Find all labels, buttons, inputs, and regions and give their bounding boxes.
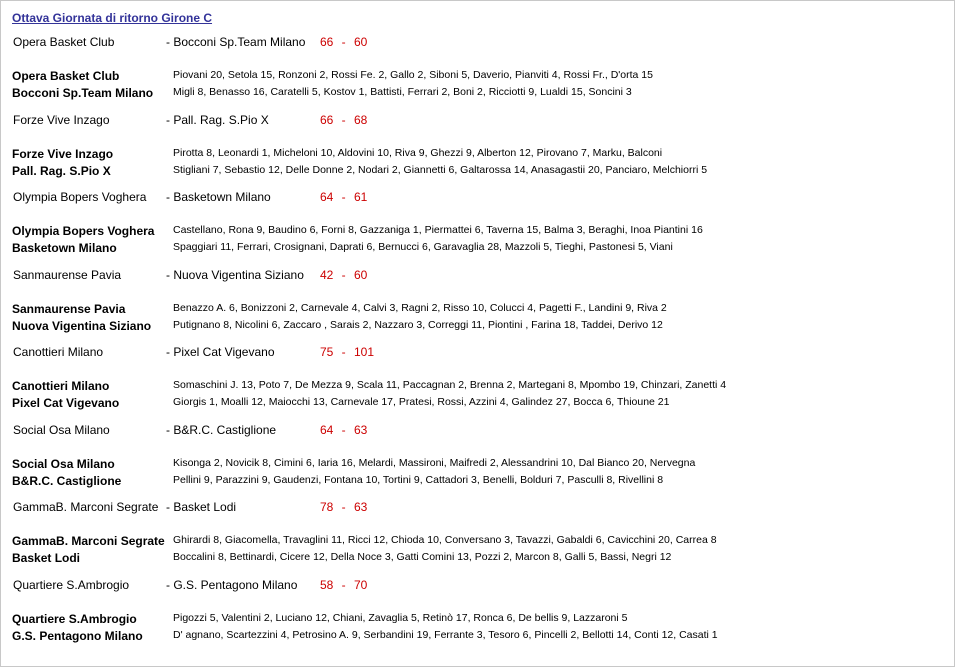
away-players-list: D' agnano, Scartezzini 4, Petrosino A. 9, Serbandini 19, Ferrante 3, Tesoro 6, Pincelli 2, Bellotti 14, Conti 12, Casati 1 <box>173 628 718 641</box>
match-score: 75 - 101 <box>320 345 375 359</box>
away-team-name: - Bocconi Sp.Team Milano <box>166 35 306 49</box>
away-team-label: G.S. Pentagono Milano <box>12 628 143 643</box>
away-team-label: Bocconi Sp.Team Milano <box>12 86 154 100</box>
away-team-name: - Nuova Vigentina Siziano <box>166 267 304 282</box>
home-team-label: Opera Basket Club <box>12 69 120 83</box>
away-team-label: Basket Lodi <box>12 551 81 565</box>
home-players-list: Ghirardi 8, Giacomella, Travaglini 11, Ricci 12, Chioda 10, Conversano 3, Tavazzi, Gabaldi 6, Cavicchini 20, Carrea 8 <box>173 534 717 546</box>
away-players-list: Boccalini 8, Bettinardi, Cicere 12, Della Noce 3, Gatti Comini 13, Pozzi 2, Marcon 8, Galli 5, Bassi, Negri 12 <box>173 551 672 563</box>
match-score: 58 - 70 <box>320 577 368 592</box>
home-players-list: Piovani 20, Setola 15, Ronzoni 2, Rossi Fe. 2, Gallo 2, Siboni 5, Daverio, Pianviti 4, Rossi Fr., D'orta 15 <box>173 69 653 81</box>
match-score: 66 - 60 <box>320 35 368 49</box>
page-title: Ottava Giornata di ritorno Girone C <box>12 11 213 25</box>
home-team-name: Opera Basket Club <box>13 35 115 49</box>
home-team-label: Olympia Bopers Voghera <box>12 224 155 238</box>
home-team-label: Quartiere S.Ambrogio <box>12 611 137 626</box>
match-score: 66 - 68 <box>320 112 368 127</box>
home-players-list: Benazzo A. 6, Bonizzoni 2, Carnevale 4, Calvi 3, Ragni 2, Risso 10, Colucci 4, Pagetti F., Landini 9, Riva 2 <box>173 301 667 314</box>
away-team-label: B&R.C. Castiglione <box>12 473 122 488</box>
match-score: 64 - 61 <box>320 190 368 204</box>
match-score: 78 - 63 <box>320 500 368 514</box>
match-score: 64 - 63 <box>320 422 368 437</box>
away-team-name: - G.S. Pentagono Milano <box>166 577 298 592</box>
home-players-list: Pirotta 8, Leonardi 1, Micheloni 10, Aldovini 10, Riva 9, Ghezzi 9, Alberton 12, Pirovano 7, Marku, Balconi <box>173 146 663 159</box>
away-players-list: Spaggiari 11, Ferrari, Crosignani, Daprati 6, Bernucci 6, Garavaglia 28, Mazzoli 5, Tieghi, Pastonesi 5, Viani <box>173 241 673 253</box>
away-team-label: Nuova Vigentina Siziano <box>12 318 152 333</box>
home-team-name: Canottieri Milano <box>13 345 104 359</box>
away-team-label: Pixel Cat Vigevano <box>12 396 120 410</box>
away-players-list: Pellini 9, Parazzini 9, Gaudenzi, Fontana 10, Tortini 9, Cattadori 3, Benelli, Bolduri 7, Pasculli 8, Rivellini 8 <box>173 473 664 486</box>
home-team-name: Forze Vive Inzago <box>13 112 110 127</box>
home-players-list: Kisonga 2, Novicik 8, Cimini 6, Iaria 16, Melardi, Massironi, Maifredi 2, Alessandrini 10, Dal Bianco 20, Nervegna <box>173 456 696 469</box>
home-team-label: GammaB. Marconi Segrate <box>12 534 165 548</box>
home-team-name: Olympia Bopers Voghera <box>13 190 147 204</box>
away-players-list: Giorgis 1, Moalli 12, Maiocchi 13, Carnevale 17, Pratesi, Rossi, Azzini 4, Galindez 27, Bocca 6, Thioune 21 <box>173 396 670 408</box>
away-team-label: Basketown Milano <box>12 241 117 255</box>
home-team-label: Forze Vive Inzago <box>12 146 114 161</box>
away-team-name: - Basketown Milano <box>166 190 271 204</box>
home-team-name: Social Osa Milano <box>13 422 110 437</box>
home-team-label: Canottieri Milano <box>12 379 110 393</box>
away-team-name: - Pall. Rag. S.Pio X <box>166 112 269 127</box>
away-players-list: Migli 8, Benasso 16, Caratelli 5, Kostov 1, Battisti, Ferrari 2, Boni 2, Ricciotti 9, Lualdi 15, Soncini 3 <box>173 86 632 98</box>
home-team-name: Quartiere S.Ambrogio <box>13 577 130 592</box>
home-team-name: GammaB. Marconi Segrate <box>13 500 159 514</box>
home-team-name: Sanmaurense Pavia <box>13 267 122 282</box>
home-players-list: Pigozzi 5, Valentini 2, Luciano 12, Chiani, Zavaglia 5, Retinò 17, Ronca 6, De bellis 9, Lazzaroni 5 <box>173 611 628 624</box>
home-players-list: Castellano, Rona 9, Baudino 6, Forni 8, Gazzaniga 1, Piermattei 6, Taverna 15, Balma 3, Beraghi, Inoa Piantini 16 <box>173 224 703 236</box>
away-team-name: - B&R.C. Castiglione <box>166 422 277 437</box>
away-team-name: - Basket Lodi <box>166 500 237 514</box>
away-team-label: Pall. Rag. S.Pio X <box>12 163 111 178</box>
away-team-name: - Pixel Cat Vigevano <box>166 345 275 359</box>
away-players-list: Stigliani 7, Sebastio 12, Delle Donne 2, Nodari 2, Giannetti 6, Galtarossa 14, Anasagastii 20, Panciaro, Melchiorri 5 <box>173 163 708 176</box>
home-team-label: Social Osa Milano <box>12 456 115 471</box>
away-players-list: Putignano 8, Nicolini 6, Zaccaro , Sarais 2, Nazzaro 3, Correggi 11, Piontini , Farina 18, Taddei, Derivo 12 <box>173 318 663 331</box>
home-team-label: Sanmaurense Pavia <box>12 301 126 316</box>
home-players-list: Somaschini J. 13, Poto 7, De Mezza 9, Scala 11, Paccagnan 2, Brenna 2, Martegani 8, Mpombo 19, Chinzari, Zanetti 4 <box>173 379 727 391</box>
match-score: 42 - 60 <box>320 267 368 282</box>
